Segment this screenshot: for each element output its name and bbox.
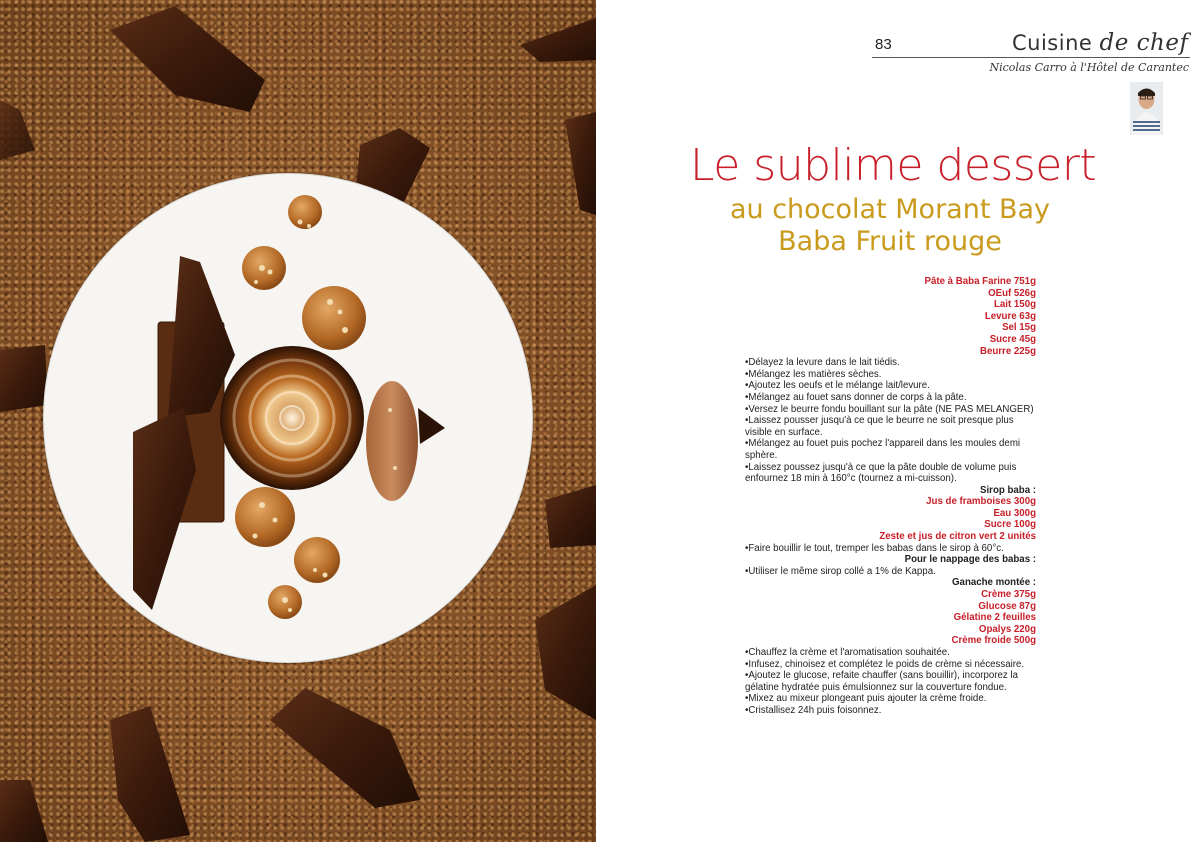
section-subheading: Ganache montée : [952, 577, 1036, 589]
ingredient-line: Sel 15g [1002, 322, 1036, 334]
instruction-line: •Ajoutez les oeufs et le mélange lait/levure. [745, 380, 930, 392]
brand-italic: de chef [1099, 30, 1189, 56]
instruction-line: •Chauffez la crème et l'aromatisation souhaitée. [745, 647, 950, 658]
ingredient-line: Crème froide 500g [951, 635, 1036, 647]
ingredient-line: Eau 300g [993, 507, 1036, 519]
recipe-body [745, 276, 1036, 717]
chocolate-dome [220, 346, 364, 490]
ingredient-line: Jus de framboises 300g [926, 496, 1036, 508]
magazine-section-title [1012, 30, 1188, 56]
ingredient-line: Zeste et jus de citron vert 2 unités [879, 531, 1036, 543]
instruction-line: •Versez le beurre fondu bouillant sur la pâte (NE PAS MÉLANGER) [745, 403, 1034, 415]
instruction-line: •Utiliser le même sirop collé a 1% de Kappa. [745, 565, 936, 577]
ingredient-line: Opalys 220g [978, 623, 1036, 635]
ingredient-line: OEuf 526g [988, 287, 1036, 299]
header-divider [872, 57, 1190, 58]
instruction-line: enfournez 18 min à 160°c (tournez a mi-cuisson). [745, 473, 957, 485]
chef-portrait [1130, 82, 1163, 135]
recipe-subtitle-line1: au chocolat Morant Bay [729, 194, 1051, 225]
section-subheading: Sirop baba : [980, 484, 1036, 496]
ingredient-line: Crème 375g [981, 589, 1036, 601]
brand-plain: Cuisine [1012, 31, 1100, 55]
ingredient-line: Glucose 87g [978, 600, 1036, 612]
instruction-line: •Infusez, chinoisez et complétez le poids de crème si nécessaire. [745, 658, 1025, 670]
page-number: 83 [875, 36, 892, 53]
instruction-line: •Délayez la levure dans le lait tiédis. [745, 357, 900, 369]
instruction-line: •Faire bouillir le tout, tremper les babas dans le sirop à 60°c. [745, 542, 1004, 554]
instruction-line: •Laissez pousser jusqu'à ce que le beurre ne soit presque plus [745, 415, 1014, 427]
chef-portrait-illustration [1130, 82, 1163, 135]
ingredient-line: Sucre 45g [989, 333, 1036, 345]
instruction-line: gélatine hydratée puis émulsionnez sur la couverture fondue. [745, 681, 1007, 693]
ingredient-line: Gélatine 2 feuilles [953, 612, 1036, 624]
instruction-line: sphère. [745, 449, 778, 461]
instruction-line: •Mélangez au fouet puis pochez l'appareil dans les moules demi [745, 438, 1021, 450]
instruction-line: •Cristallisez 24h puis foisonnez. [745, 704, 882, 716]
instruction-line: •Mélangez les matières sèches. [745, 368, 882, 380]
instruction-line: •Mélangez au fouet sans donner de corps à la pâte. [745, 391, 967, 403]
ingredient-line: Beurre 225g [979, 345, 1036, 357]
recipe-subtitle-line2: Baba Fruit rouge [778, 226, 1002, 257]
ingredient-line: Pâte à Baba Farine 751g [924, 276, 1036, 287]
instruction-line: •Mixez au mixeur plongeant puis ajouter la crème froide. [745, 693, 987, 705]
ganache-quenelle [366, 381, 418, 501]
ingredient-line: Sucre 100g [984, 519, 1036, 531]
chef-byline: Nicolas Carro à l'Hôtel de Carantec [989, 61, 1189, 74]
instruction-line: •Laissez poussez jusqu'à ce que la pâte double de volume puis [745, 461, 1017, 473]
instruction-line: •Ajoutez le glucose, refaite chauffer (sans bouillir), incorporez la [745, 670, 1018, 682]
recipe-title: Le sublime dessert [690, 140, 1097, 191]
instruction-line: visible en surface. [745, 426, 823, 438]
section-subheading: Pour le nappage des babas : [904, 554, 1036, 566]
ingredient-line: Levure 63g [984, 310, 1036, 322]
ingredient-line: Lait 150g [994, 299, 1036, 311]
